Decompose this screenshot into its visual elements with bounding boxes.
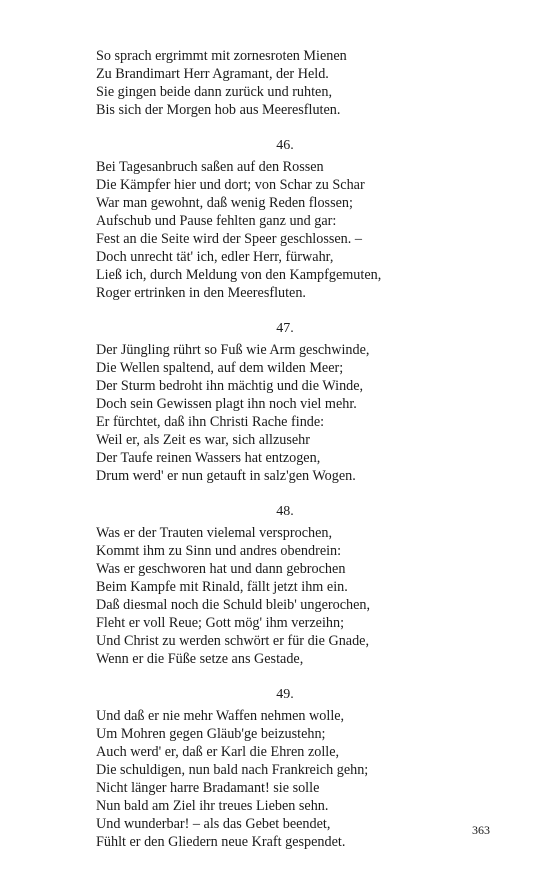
verse-line: Nicht länger harre Bradamant! sie solle xyxy=(96,780,320,796)
page-number: 363 xyxy=(472,823,490,837)
verse-line: Bei Tagesanbruch saßen auf den Rossen xyxy=(96,159,324,175)
verse-line: So sprach ergrimmt mit zornesroten Mienen xyxy=(96,48,347,64)
verse-line: Nun bald am Ziel ihr treues Lieben sehn. xyxy=(96,798,329,814)
stanza-number: 48. xyxy=(276,504,294,519)
verse-line: Die Wellen spaltend, auf dem wilden Meer; xyxy=(96,360,344,376)
verse-line: Daß diesmal noch die Schuld bleib' ungerochen, xyxy=(96,597,371,613)
stanza xyxy=(96,137,456,302)
poem-text xyxy=(96,47,456,851)
verse-line: Roger ertrinken in den Meeresfluten. xyxy=(96,285,306,301)
verse-line: Der Sturm bedroht ihn mächtig und die Winde, xyxy=(96,378,364,394)
stanza-number: 47. xyxy=(276,321,294,336)
verse-line: Die Kämpfer hier und dort; von Schar zu Schar xyxy=(96,177,365,193)
verse-line: Aufschub und Pause fehlten ganz und gar: xyxy=(96,213,337,229)
verse-line: Fest an die Seite wird der Speer geschlossen. – xyxy=(96,231,362,247)
verse-line: Der Taufe reinen Wassers hat entzogen, xyxy=(96,450,321,466)
verse-line: Doch unrecht tät' ich, edler Herr, fürwahr, xyxy=(96,249,334,265)
verse-line: Er fürchtet, daß ihn Christi Rache finde: xyxy=(96,414,325,430)
verse-line: Und wunderbar! – als das Gebet beendet, xyxy=(96,816,331,832)
verse-line: Zu Brandimart Herr Agramant, der Held. xyxy=(96,66,329,82)
verse-line: Was er der Trauten vielemal versprochen, xyxy=(96,525,333,541)
verse-line: Ließ ich, durch Meldung von den Kampfgemuten, xyxy=(96,267,382,283)
verse-line: Kommt ihm zu Sinn und andres obendrein: xyxy=(96,543,342,559)
stanza xyxy=(96,503,456,668)
verse-line: Fleht er voll Reue; Gott mög' ihm verzeihn; xyxy=(96,615,345,631)
verse-line: Sie gingen beide dann zurück und ruhten, xyxy=(96,84,332,100)
stanza-number: 46. xyxy=(276,138,294,153)
verse-line: Auch werd' er, daß er Karl die Ehren zolle, xyxy=(96,744,340,760)
verse-line: Weil er, als Zeit es war, sich allzusehr xyxy=(96,432,310,448)
verse-line: Bis sich der Morgen hob aus Meeresfluten. xyxy=(96,102,341,118)
verse-line: Fühlt er den Gliedern neue Kraft gespendet. xyxy=(96,834,346,850)
verse-line: Doch sein Gewissen plagt ihn noch viel mehr. xyxy=(96,396,357,412)
verse-line: Wenn er die Füße setze ans Gestade, xyxy=(96,651,304,667)
verse-line: War man gewohnt, daß wenig Reden flossen; xyxy=(96,195,353,211)
verse-line: Die schuldigen, nun bald nach Frankreich gehn; xyxy=(96,762,369,778)
verse-line: Der Jüngling rührt so Fuß wie Arm geschwinde, xyxy=(96,342,370,358)
stanza xyxy=(96,47,456,119)
stanza-number: 49. xyxy=(276,687,294,702)
verse-line: Beim Kampfe mit Rinald, fällt jetzt ihm ein. xyxy=(96,579,348,595)
verse-line: Und daß er nie mehr Waffen nehmen wolle, xyxy=(96,708,345,724)
verse-line: Drum werd' er nun getauft in salz'gen Wogen. xyxy=(96,468,356,484)
verse-line: Was er geschworen hat und dann gebrochen xyxy=(96,561,346,577)
verse-line: Und Christ zu werden schwört er für die Gnade, xyxy=(96,633,370,649)
stanza xyxy=(96,320,456,485)
verse-line: Um Mohren gegen Gläub'ge beizustehn; xyxy=(96,726,326,742)
stanza xyxy=(96,686,456,851)
